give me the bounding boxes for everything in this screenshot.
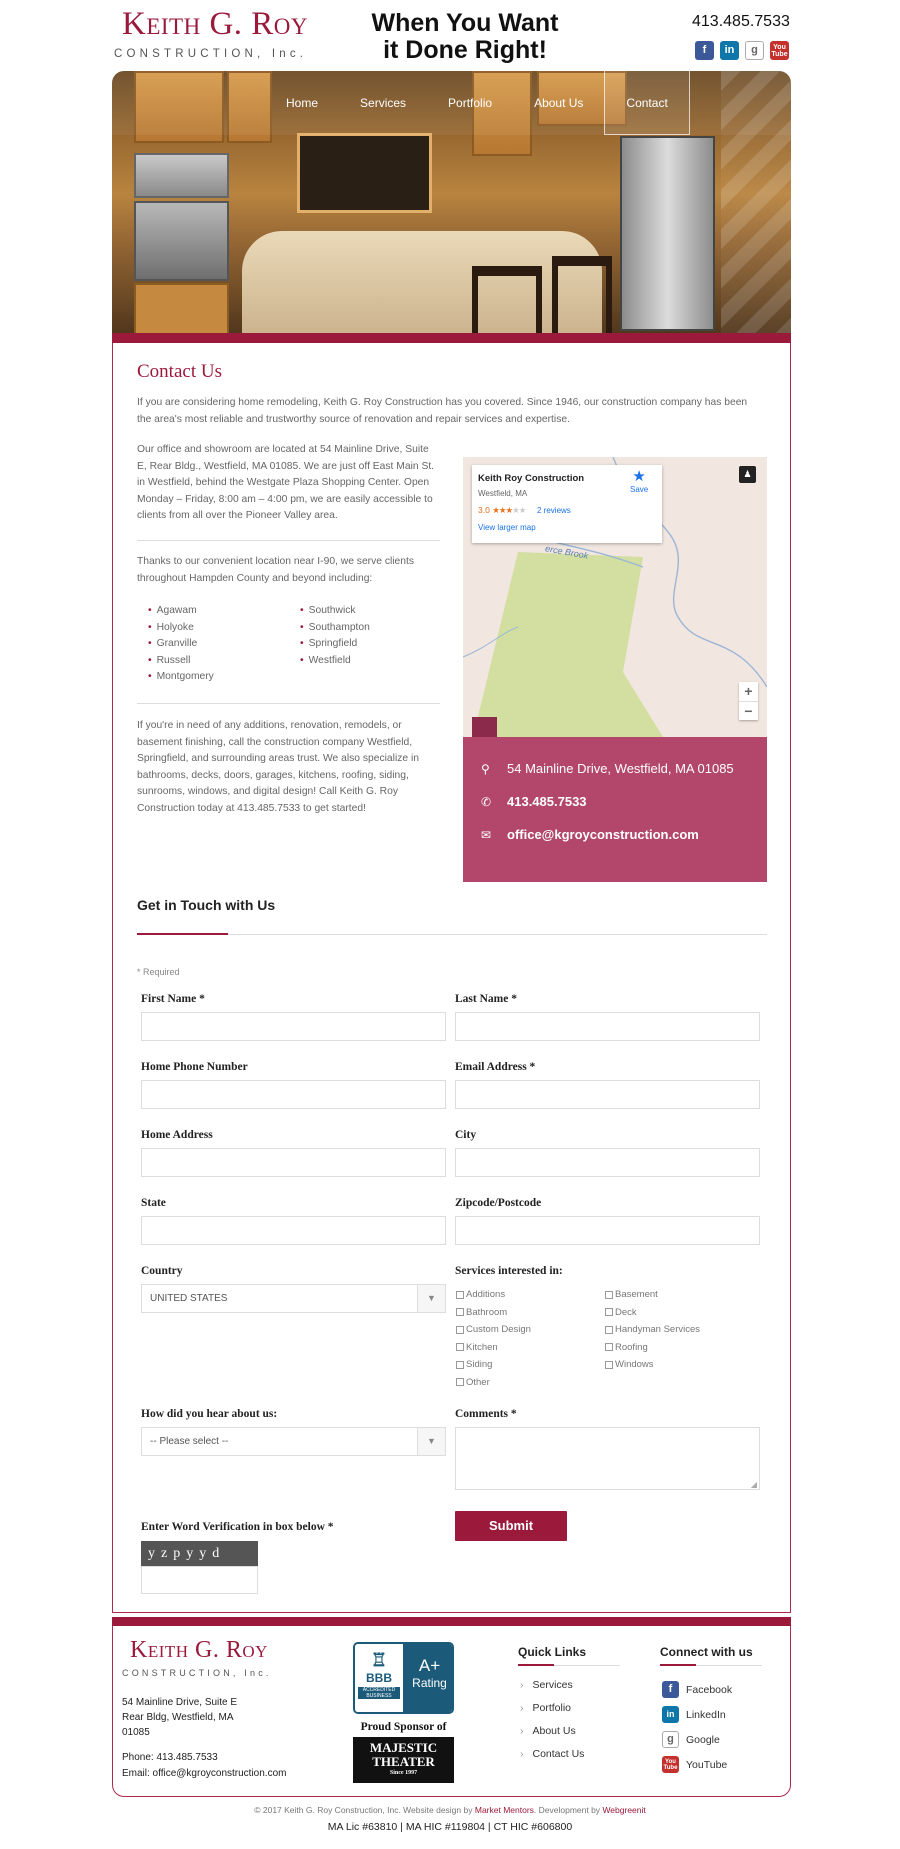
street-view-icon[interactable]: ♟	[739, 466, 756, 483]
towns-list-col2	[300, 603, 370, 669]
service-checkbox[interactable]: Siding	[456, 1356, 531, 1374]
divider	[137, 540, 440, 541]
list-item: • Southampton	[300, 620, 370, 637]
email-input[interactable]	[455, 1080, 760, 1109]
towns-list-col1	[148, 603, 214, 686]
connect-google[interactable]: g Google	[662, 1727, 732, 1752]
service-checkbox[interactable]: Handyman Services	[605, 1321, 700, 1339]
country-select[interactable]: UNITED STATES ▼	[141, 1284, 446, 1313]
zip-input[interactable]	[455, 1216, 760, 1245]
divider	[137, 934, 767, 935]
zip-label: Zipcode/Postcode	[455, 1197, 542, 1209]
market-mentors-link[interactable]: Market Mentors	[474, 1805, 534, 1815]
home-address-input[interactable]	[141, 1148, 446, 1177]
chevron-down-icon: ▼	[417, 1428, 445, 1455]
home-phone-label: Home Phone Number	[141, 1061, 248, 1073]
header-social-icons	[695, 41, 789, 60]
hero-bottom-bar	[112, 333, 791, 343]
header-phone[interactable]: 413.485.7533	[692, 13, 790, 30]
last-name-input[interactable]	[455, 1012, 760, 1041]
contact-info-panel	[463, 737, 767, 882]
verify-label: Enter Word Verification in box below *	[141, 1521, 334, 1533]
list-item: • Montgomery	[148, 669, 214, 686]
zoom-out-button[interactable]: −	[739, 701, 758, 720]
linkedin-icon[interactable]: in	[720, 41, 739, 60]
title-accent	[660, 1664, 696, 1666]
footer-email[interactable]: Email: office@kgroyconstruction.com	[122, 1768, 287, 1779]
service-checkbox[interactable]: Roofing	[605, 1339, 700, 1357]
map-zoom-controls	[739, 682, 758, 720]
map-pin-icon: ⚲	[481, 762, 490, 776]
google-icon: g	[662, 1731, 679, 1748]
logo-subtitle: CONSTRUCTION, Inc.	[114, 48, 308, 60]
info-email-row[interactable]: ✉ office@kgroyconstruction.com	[481, 827, 699, 842]
nav-contact[interactable]: Contact	[604, 71, 689, 135]
service-checkbox[interactable]: Windows	[605, 1356, 700, 1374]
map-reviews-link[interactable]: 2 reviews	[537, 506, 571, 515]
title-accent	[518, 1664, 554, 1666]
email-label: Email Address *	[455, 1061, 536, 1073]
country-label: Country	[141, 1265, 183, 1277]
connect-youtube[interactable]: You Tube YouTube	[662, 1752, 732, 1777]
map-place-name: Keith Roy Construction	[478, 473, 585, 484]
facebook-icon: f	[662, 1681, 679, 1698]
intro-paragraph: If you are considering home remodeling, Keith G. Roy Construction has you covered. Since 1946, our construction company has been the area's most reliable and trustworthy source of renovation and repair services and expertise.	[137, 397, 748, 425]
captcha-input[interactable]	[141, 1566, 258, 1594]
state-input[interactable]	[141, 1216, 446, 1245]
service-checkbox[interactable]: Deck	[605, 1304, 700, 1322]
comments-textarea[interactable]	[455, 1427, 760, 1490]
envelope-icon: ✉	[481, 828, 492, 842]
nav-portfolio[interactable]: Portfolio	[448, 96, 493, 110]
service-checkbox[interactable]: Other	[456, 1374, 531, 1392]
connect-title: Connect with us	[660, 1645, 753, 1659]
hear-label: How did you hear about us:	[141, 1408, 278, 1420]
nav-home[interactable]: Home	[286, 96, 319, 110]
home-phone-input[interactable]	[141, 1080, 446, 1109]
map-pin-marker[interactable]	[472, 717, 497, 737]
city-input[interactable]	[455, 1148, 760, 1177]
quick-links-list	[520, 1679, 584, 1771]
last-name-label: Last Name *	[455, 993, 517, 1005]
comments-label: Comments *	[455, 1408, 517, 1420]
connect-facebook[interactable]: f Facebook	[662, 1677, 732, 1702]
quick-links-title: Quick Links	[518, 1645, 587, 1659]
submit-button[interactable]: Submit	[455, 1511, 567, 1541]
map-save-button[interactable]: ★ Save	[630, 468, 649, 494]
list-item: • Westfield	[300, 653, 370, 670]
serve-paragraph: Thanks to our convenient location near I-90, we serve clients throughout Hampden County and beyond including:	[137, 556, 415, 584]
licenses-line: MA Lic #63810 | MA HIC #119804 | CT HIC #606800	[327, 1821, 573, 1833]
connect-list	[662, 1677, 732, 1777]
facebook-icon[interactable]: f	[695, 41, 714, 60]
list-item: • Agawam	[148, 603, 214, 620]
copyright-line: © 2017 Keith G. Roy Construction, Inc. Website design by Market Mentors. Development by Webgreenit	[254, 1805, 646, 1815]
title-accent	[137, 933, 228, 935]
google-icon[interactable]: g	[745, 41, 764, 60]
phone-icon: ✆	[481, 795, 492, 809]
page-title: Contact Us	[137, 361, 222, 382]
footer-top-bar	[112, 1617, 791, 1626]
city-label: City	[455, 1129, 477, 1141]
bbb-torch-icon: ♖	[370, 1650, 388, 1670]
list-item: • Holyoke	[148, 620, 214, 637]
list-item: • Springfield	[300, 636, 370, 653]
map-place-location: Westfield, MA	[478, 489, 528, 498]
services-col1	[456, 1286, 531, 1391]
map-creek-label: erce Brook	[544, 543, 590, 561]
quick-link-portfolio[interactable]: › Portfolio	[520, 1702, 584, 1725]
service-checkbox[interactable]: Additions	[456, 1286, 531, 1304]
required-note: * Required	[137, 967, 180, 977]
form-title: Get in Touch with Us	[137, 897, 276, 913]
divider	[137, 703, 440, 704]
info-phone-row[interactable]: ✆ 413.485.7533	[481, 794, 587, 809]
closing-paragraph: If you're in need of any additions, renovation, remodels, or basement finishing, call the construction company Westfield, Springfield, and surrounding areas trust. We also specialize in bathrooms, decks, doors, garages, kitchens, roofing, siding, sunrooms, windows, and digital design! Call Keith G. Roy Construction today at 413.485.7533 to get started!	[137, 720, 419, 814]
sponsor-label: Proud Sponsor of	[360, 1721, 447, 1733]
quick-link-contact-us[interactable]: › Contact Us	[520, 1748, 584, 1771]
service-checkbox[interactable]: Custom Design	[456, 1321, 531, 1339]
quick-link-about-us[interactable]: › About Us	[520, 1725, 584, 1748]
nav-about-us[interactable]: About Us	[534, 96, 584, 110]
footer-logo[interactable]: Keith G. Roy	[130, 1637, 268, 1663]
captcha-image: yzpyyd	[141, 1541, 258, 1566]
youtube-icon: You Tube	[662, 1756, 679, 1773]
logo[interactable]: Keith G. Roy	[122, 6, 309, 42]
info-address-row: ⚲ 54 Mainline Drive, Westfield, MA 01085	[481, 761, 734, 776]
list-item: • Granville	[148, 636, 214, 653]
linkedin-icon: in	[662, 1706, 679, 1723]
list-item: • Russell	[148, 653, 214, 670]
nav-services[interactable]: Services	[360, 96, 407, 110]
youtube-icon[interactable]: You Tube	[770, 41, 789, 60]
services-col2	[605, 1286, 700, 1374]
service-checkbox[interactable]: Bathroom	[456, 1304, 531, 1322]
office-paragraph: Our office and showroom are located at 54 Mainline Drive, Suite E, Rear Bldg., Westfield, MA 01085. We are just off East Main St. in Westfield, behind the Westgate Plaza Shopping Center. Open Monday – Friday, 8:00 am – 4:00 pm, we are easily accessible to clients from all over the Pioneer Valley area.	[137, 444, 435, 521]
bbb-badge[interactable]: ♖ BBB ACCREDITED BUSINESS A+ Rating	[353, 1642, 454, 1714]
star-icon: ★	[632, 468, 646, 485]
home-address-label: Home Address	[141, 1129, 213, 1141]
chevron-down-icon: ▼	[417, 1285, 445, 1312]
service-checkbox[interactable]: Basement	[605, 1286, 700, 1304]
state-label: State	[141, 1197, 166, 1209]
connect-linkedin[interactable]: in LinkedIn	[662, 1702, 732, 1727]
webgreenit-link[interactable]: Webgreenit	[602, 1805, 646, 1815]
map-rating: 3.0 ★★★★★	[478, 505, 526, 515]
services-label: Services interested in:	[455, 1265, 563, 1277]
hear-select[interactable]: -- Please select -- ▼	[141, 1427, 446, 1456]
footer-phone[interactable]: Phone: 413.485.7533	[122, 1752, 218, 1763]
majestic-theater-logo[interactable]: MAJESTIC THEATER Since 1997	[353, 1737, 454, 1783]
zoom-in-button[interactable]: +	[744, 683, 753, 699]
quick-link-services[interactable]: › Services	[520, 1679, 584, 1702]
footer-address: 54 Mainline Drive, Suite E Rear Bldg, Westfield, MA 01085	[122, 1697, 238, 1738]
footer-logo-subtitle: CONSTRUCTION, Inc.	[122, 1668, 272, 1678]
first-name-input[interactable]	[141, 1012, 446, 1041]
list-item: • Southwick	[300, 603, 370, 620]
tagline: When You Want it Done Right!	[371, 9, 559, 64]
first-name-label: First Name *	[141, 993, 205, 1005]
main-nav	[265, 71, 690, 135]
map-place-card	[472, 465, 662, 543]
view-larger-map-link[interactable]: View larger map	[478, 523, 536, 532]
service-checkbox[interactable]: Kitchen	[456, 1339, 531, 1357]
resize-handle-icon[interactable]: ◢	[750, 1480, 757, 1489]
